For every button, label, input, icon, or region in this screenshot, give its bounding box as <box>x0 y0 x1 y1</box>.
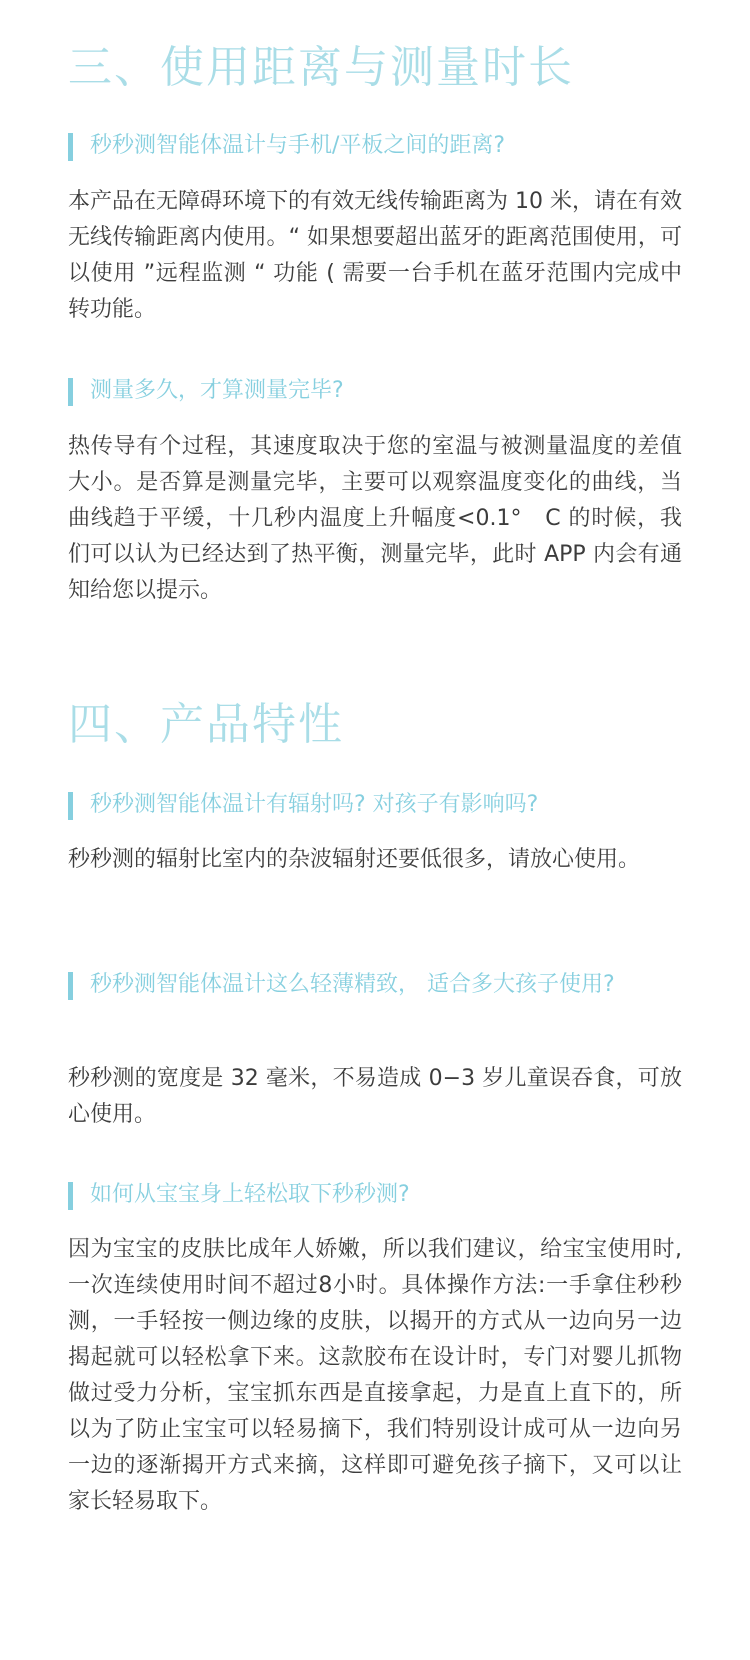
answer-distance: 本产品在无障碍环境下的有效无线传输距离为 10 米，请在有效无线传输距离内使用。“ 如果想要超出蓝牙的距离范围使用，可以使用 ”远程监测 “ 功能 ( 需要一台手机在蓝牙范围内完成中转功能。 <box>68 189 682 322</box>
answer-age-suitability: 秒秒测的宽度是 32 毫米，不易造成 0−3 岁儿童误吞食，可放心使用。 <box>68 1066 682 1127</box>
section-title-product-features: 四、产品特性 <box>68 699 344 750</box>
question-accent-bar <box>68 792 73 820</box>
section-title-usage-distance: 三、使用距离与测量时长 <box>68 42 574 93</box>
question-text: 测量多久，才算测量完毕? <box>90 378 344 403</box>
question-measure-duration <box>68 368 682 414</box>
question-age-suitability <box>68 962 682 1008</box>
question-text: 如何从宝宝身上轻松取下秒秒测? <box>90 1182 410 1207</box>
question-accent-bar <box>68 972 73 1000</box>
question-accent-bar <box>68 1182 73 1210</box>
question-removal <box>68 1172 682 1218</box>
answer-removal: 因为宝宝的皮肤比成年人娇嫩，所以我们建议，给宝宝使用时,一次连续使用时间不超过8小时。具体操作方法:一手拿住秒秒测，一手轻按一侧边缘的皮肤，以揭开的方式从一边向另一边揭起就可以轻松拿下来。这款胶布在设计时，专门对婴儿抓物做过受力分析，宝宝抓东西是直接拿起，力是直上直下的，所以为了防止宝宝可以轻易摘下，我们特别设计成可从一边向另一边的逐渐揭开方式来摘，这样即可避免孩子摘下，又可以让家长轻易取下。 <box>68 1237 682 1514</box>
question-radiation <box>68 782 682 828</box>
question-text: 秒秒测智能体温计与手机/平板之间的距离? <box>90 133 506 158</box>
question-accent-bar <box>68 378 73 406</box>
question-distance <box>68 123 682 169</box>
question-text: 秒秒测智能体温计有辐射吗? 对孩子有影响吗? <box>90 792 539 817</box>
question-text: 秒秒测智能体温计这么轻薄精致， 适合多大孩子使用? <box>90 972 615 997</box>
question-accent-bar <box>68 133 73 161</box>
answer-measure-duration: 热传导有个过程，其速度取决于您的室温与被测量温度的差值大小。是否算是测量完毕，主要可以观察温度变化的曲线，当曲线趋于平缓，十几秒内温度上升幅度<0.1° C 的时候，我们可以认为已经达到了热平衡，测量完毕，此时 APP 内会有通知给您以提示。 <box>68 434 682 603</box>
answer-radiation: 秒秒测的辐射比室内的杂波辐射还要低很多，请放心使用。 <box>68 847 641 872</box>
